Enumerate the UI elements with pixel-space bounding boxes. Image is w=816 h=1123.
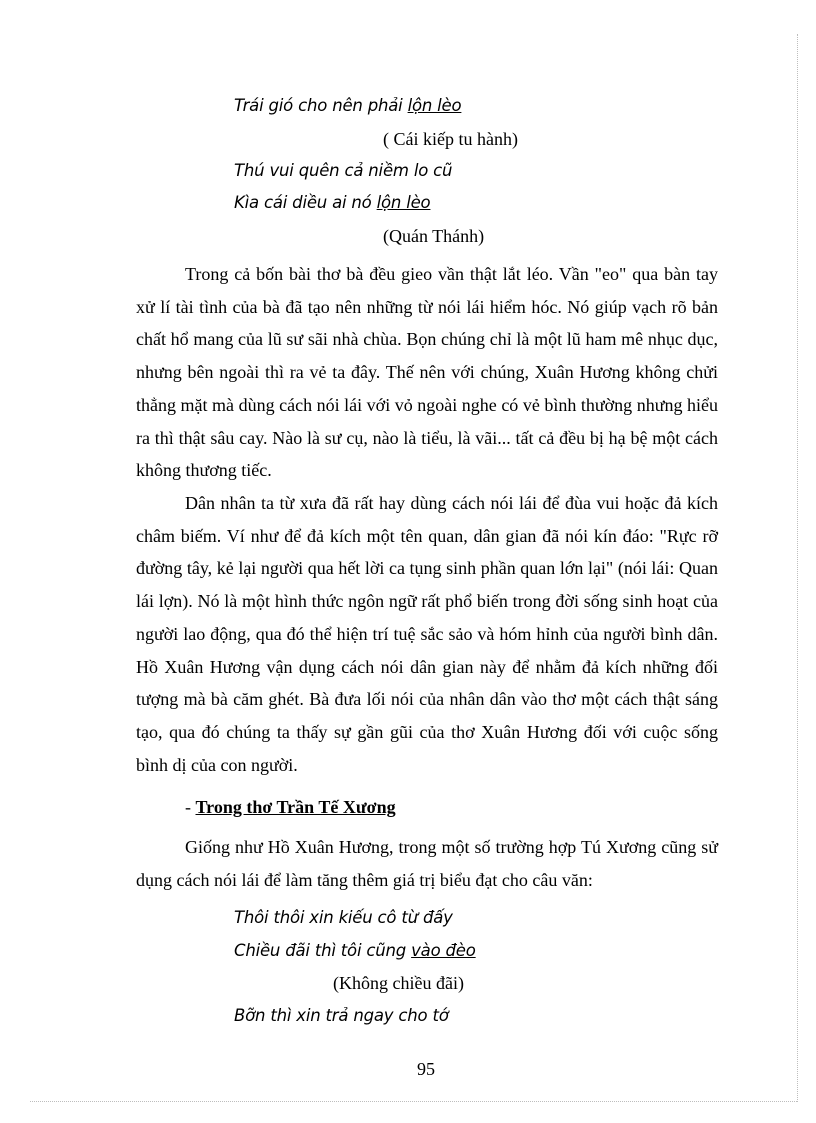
poem3-line1: Thôi thôi xin kiếu cô từ đấy (234, 908, 453, 927)
poem1-line1: Trái gió cho nên phải lộn lèo (234, 96, 462, 115)
poem3-line3: Bỡn thì xin trả ngay cho tớ (234, 1006, 449, 1025)
poem3-line2: Chiều đãi thì tôi cũng vào đèo (234, 941, 476, 960)
poem2-line2-underlined: lộn lèo (376, 193, 431, 212)
poem2-line2: Kìa cái diều ai nó lộn lèo (234, 193, 431, 212)
page-border-bottom (30, 1101, 797, 1102)
paragraph-1: Trong cả bốn bài thơ bà đều gieo vần thật lắt léo. Vần "eo" qua bàn tay xử lí tài tình của bà đã tạo nên những từ nói lái hiểm hóc. Nó giúp vạch rõ bản chất hổ mang của lũ sư sãi nhà chùa. Bọn chúng chỉ là một lũ ham mê nhục dục, nhưng bên ngoài thì ra vẻ ta đây. Thế nên với chúng, Xuân Hương không chửi thẳng mặt mà dùng cách nói lái với vỏ ngoài nghe có vẻ bình thường nhưng hiểu ra thì thật sâu cay. Nào là sư cụ, nào là tiểu, là vãi... tất cả đều bị hạ bệ một cách không thương tiếc. (136, 264, 718, 481)
poem3-title: (Không chiều đãi) (333, 973, 464, 993)
poem2-line1: Thú vui quên cả niềm lo cũ (234, 161, 453, 180)
poem1-title: ( Cái kiếp tu hành) (383, 129, 518, 149)
section-heading: - Trong thơ Trần Tế Xương (185, 797, 396, 817)
paragraph-2: Dân nhân ta từ xưa đã rất hay dùng cách nói lái để đùa vui hoặc đả kích châm biếm. Ví như để đả kích một tên quan, dân gian đã nói kín đáo: "Rực rỡ đường tây, kẻ lại người qua hết lời ca tụng sinh phần quan lớn lại" (nói lái: Quan lái lợn). Nó là một hình thức ngôn ngữ rất phổ biến trong đời sống sinh hoạt của người lao động, qua đó thể hiện trí tuệ sắc sảo và hóm hỉnh của người bình dân. Hồ Xuân Hương vận dụng cách nói dân gian này để nhằm đả kích những đối tượng mà bà căm ghét. Bà đưa lối nói của nhân dân vào thơ một cách thật sáng tạo, qua đó chúng ta thấy sự gần gũi của thơ Xuân Hương đối với cuộc sống bình dị của con người. (136, 493, 718, 775)
section-heading-title: Trong thơ Trần Tế Xương (195, 797, 396, 817)
poem2-title: (Quán Thánh) (383, 226, 485, 246)
page-number: 95 (417, 1059, 435, 1079)
paragraph-3: Giống như Hồ Xuân Hương, trong một số trường hợp Tú Xương cũng sử dụng cách nói lái để làm tăng thêm giá trị biểu đạt cho câu văn: (136, 837, 718, 890)
poem1-line1-underlined: lộn lèo (407, 96, 462, 115)
poem3-line2-underlined: vào đèo (411, 941, 476, 960)
page-border-right (797, 34, 798, 1102)
